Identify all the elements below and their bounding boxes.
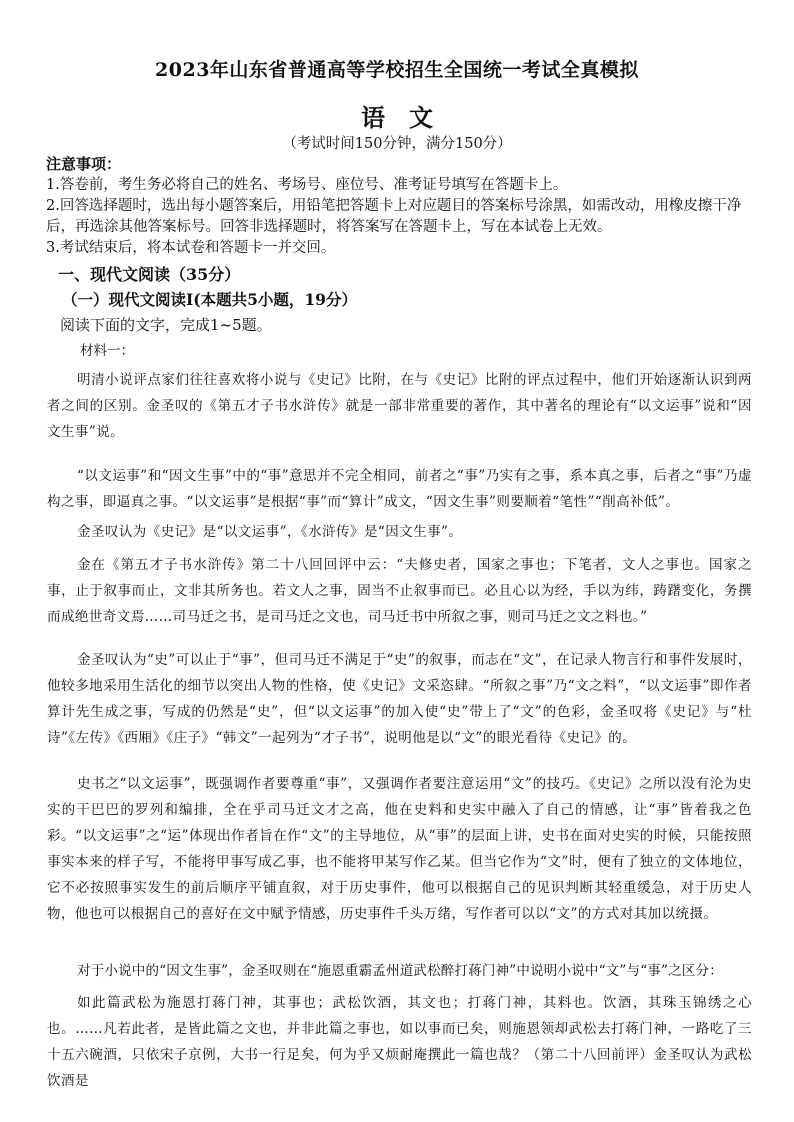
subsection-heading: （一）现代文阅读Ⅰ(本题共5小题，19分）	[62, 290, 357, 309]
paragraph-7: 对于小说中的“因文生事”，金圣叹则在“施恩重霸孟州道武松醉打蒋门神”中说明小说中“文”与“事”之区分：	[77, 963, 723, 979]
reading-instruction: 阅读下面的文字，完成1~5题。	[60, 316, 272, 334]
subject-heading: 语 文	[361, 103, 433, 132]
paragraph-4: 金在《第五才子书水浒传》第二十八回回评中云：“夫修史者，国家之事也；下笔者，文人之事也。国家之事，止于叙事而止，文非其所务也。若文人之事，固当不止叙事而已。必且心以为经，手以为纬，踌躇变化，务撰而成绝世奇文焉……司马迁之书，是司马迁之文也，司马迁书中所叙之事，则司马迁之文之料也。”	[47, 557, 752, 625]
paragraph-6: 史书之“以文运事”，既强调作者要尊重“事”，又强调作者要注意运用“文”的技巧。《史记》之所以没有沦为史实的干巴巴的罗列和编排，全在乎司马迁文才之高，他在史料和史实中融入了自己的情感，让“事”皆着我之色彩。“以文运事”之“运”体现出作者旨在作“文”的主导地位，从“事”的层面上讲，史书在面对史实的时候，只能按照事实本来的样子写，不能将甲事写成乙事，也不能将甲某写作乙某。但当它作为“文”时，便有了独立的文体地位，它不必按照事实发生的前后顺序平铺直叙，对于历史事件，他可以根据自己的见识判断其轻重缓急，对于历史人物，他也可以根据自己的喜好在文中赋予情感，历史事件千头万绪，写作者可以以“文”的方式对其加以统摄。	[47, 776, 752, 922]
paragraph-2: “以文运事”和“因文生事”中的“事”意思并不完全相同，前者之“事”乃实有之事，系本真之事，后者之“事”乃虚构之事，即逼真之事。“以文运事”是根据“事”而“算计”成文，“因文生事”则要顺着“笔性”“削高补低”。	[47, 468, 752, 510]
paragraph-8: 如此篇武松为施恩打蒋门神，其事也；武松饮酒，其文也；打蒋门神，其料也。饮酒，其珠玉锦绣之心也。……凡若此者，是皆此篇之文也，并非此篇之事也，如以事而已矣，则施恩领却武松去打蒋门神，一路吃了三十五六碗酒，只依宋子京例，大书一行足矣，何为乎又烦耐庵撰此一篇也哉？（第二十八回前评）金圣叹认为武松饮酒是	[47, 995, 752, 1089]
notice-item-1: 1.答卷前，考生务必将自己的姓名、考场号、座位号、准考证号填写在答题卡上。	[46, 177, 568, 193]
section-heading: 一、现代文阅读（35分）	[58, 265, 241, 284]
material-label: 材料一：	[80, 343, 134, 359]
notice-heading: 注意事项：	[46, 155, 122, 173]
paragraph-3: 金圣叹认为《史记》是“以文运事”，《水浒传》是“因文生事”。	[77, 524, 463, 540]
time-info: （考试时间150分钟，满分150分）	[282, 136, 512, 152]
notice-item-2: 2.回答选择题时，选出每小题答案后，用铅笔把答题卡上对应题目的答案标号涂黑，如需改动，用橡皮擦干净后，再选涂其他答案标号。回答非选择题时，将答案写在答题卡上，写在本试卷上无效。	[46, 198, 742, 235]
notice-item-3: 3.考试结束后，将本试卷和答题卡一并交回。	[46, 240, 336, 256]
paragraph-5: 金圣叹认为“史”可以止于“事”，但司马迁不满足于“史”的叙事，而志在“文”，在记录人物言行和事件发展时，他较多地采用生活化的细节以突出人物的性格，使《史记》文采恣肆。“所叙之事”乃“文之料”，“以文运事”即作者算计先生成之事，写成的仍然是“史”，但“以文运事”的加入使“史”带上了“文”的色彩，金圣叹将《史记》与“杜诗”《左传》《西厢》《庄子》“韩文”一起列为“才子书”，说明他是以“文”的眼光看待《史记》的。	[47, 652, 752, 746]
paragraph-1: 明清小说评点家们往往喜欢将小说与《史记》比附，在与《史记》比附的评点过程中，他们开始逐渐认识到两者之间的区别。金圣叹的《第五才子书水浒传》就是一部非常重要的著作，其中著名的理论有“以文运事”说和“因文生事”说。	[47, 372, 752, 440]
exam-title: 2023年山东省普通高等学校招生全国统一考试全真模拟	[155, 59, 639, 81]
